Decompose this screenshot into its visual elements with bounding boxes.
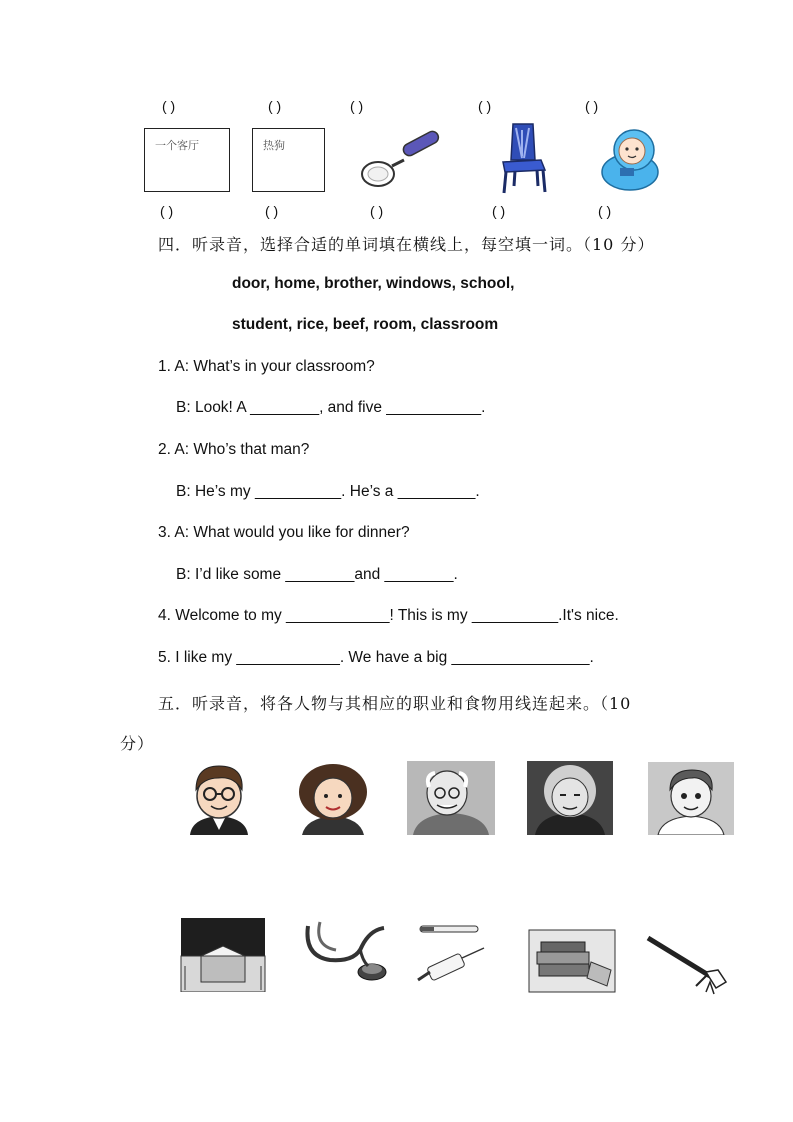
word-bank-line-2: student, rice, beef, room, classroom: [232, 316, 499, 333]
boy-icon: [648, 762, 734, 835]
bottom-paren-5[interactable]: ( ): [598, 203, 612, 219]
girl-curly-hair-icon: [288, 760, 378, 835]
q3-answer[interactable]: B: I’d like some ________and ________.: [176, 566, 458, 583]
q1-answer[interactable]: B: Look! A ________, and five ___________.: [176, 399, 486, 416]
bottom-paren-4[interactable]: ( ): [492, 203, 506, 219]
bottom-paren-1[interactable]: ( ): [160, 203, 174, 219]
spoon-icon: [358, 130, 448, 192]
section5-heading: [158, 691, 631, 714]
hot-dog-label: 热狗: [263, 139, 285, 152]
top-paren-2[interactable]: ( ): [268, 98, 282, 114]
top-paren-4[interactable]: ( ): [478, 98, 492, 114]
hot-dog-box: [252, 128, 325, 192]
q2-question: 2. A: Who’s that man?: [158, 441, 310, 458]
stethoscope-icon: [300, 916, 392, 986]
q4-line[interactable]: 4. Welcome to my ____________! This is my __________.It's nice.: [158, 607, 619, 624]
section4-heading: 四．听录音，选择合适的单词填在横线上，每空填一词。（10 分）: [158, 235, 655, 254]
chair-icon: [495, 120, 550, 195]
top-paren-5[interactable]: ( ): [585, 98, 599, 114]
syringe-thermometer-icon: [410, 918, 490, 990]
q5-line[interactable]: 5. I like my ____________. We have a big ________________.: [158, 649, 594, 666]
section5-heading-line1: 五．听录音，将各人物与其相应的职业和食物用线连起来。（10: [158, 694, 632, 713]
baby-icon: [596, 126, 666, 194]
word-bank-line-1: door, home, brother, windows, school,: [232, 275, 515, 292]
top-paren-1[interactable]: ( ): [162, 98, 176, 114]
hoe-icon: [646, 926, 730, 996]
q1-question: 1. A: What’s in your classroom?: [158, 358, 375, 375]
bottom-paren-3[interactable]: ( ): [370, 203, 384, 219]
bottom-paren-2[interactable]: ( ): [265, 203, 279, 219]
q2-answer[interactable]: B: He’s my __________. He’s a _________.: [176, 483, 480, 500]
blackboard-desk-icon: [179, 916, 267, 992]
boy-glasses-icon: [178, 760, 260, 835]
grandma-icon: [527, 761, 613, 835]
books-icon: [527, 926, 617, 994]
living-room-label: 一个客厅: [155, 139, 199, 152]
top-paren-3[interactable]: ( ): [350, 98, 364, 114]
grandpa-icon: [407, 761, 495, 835]
section5-heading-cont: 分）: [120, 734, 155, 753]
q3-question: 3. A: What would you like for dinner?: [158, 524, 410, 541]
living-room-box: [144, 128, 230, 192]
